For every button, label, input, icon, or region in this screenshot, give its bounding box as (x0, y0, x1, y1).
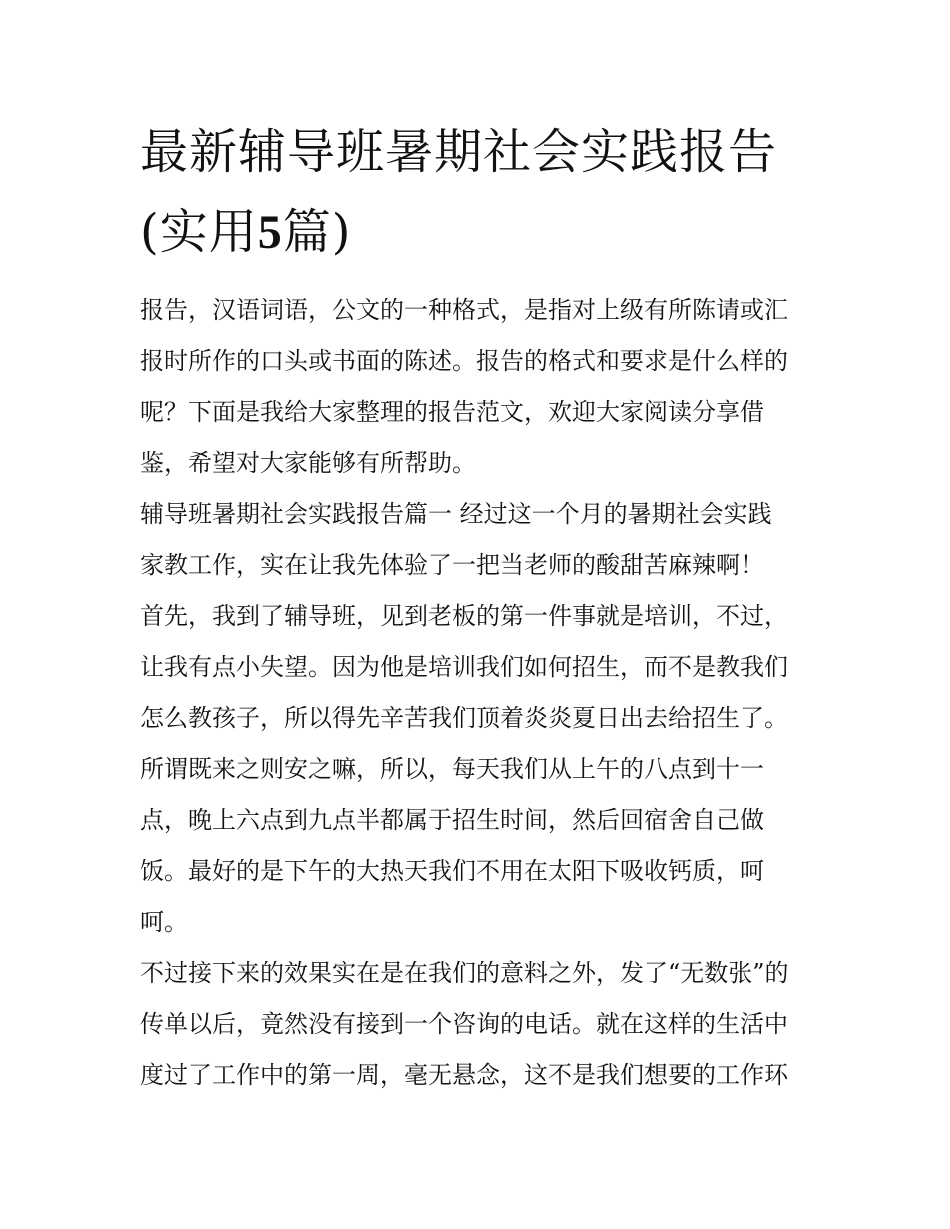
text-line: 传单以后，竟然没有接到一个咨询的电话。就在这样的生活中 (140, 1010, 788, 1038)
text-line: 所谓既来之则安之嘛，所以，每天我们从上午的八点到十一 (140, 755, 764, 783)
text-line: 呢？下面是我给大家整理的报告范文，欢迎大家阅读分享借 (140, 398, 764, 426)
text-line: 家教工作，实在让我先体验了一把当老师的酸甜苦麻辣啊！ (140, 551, 764, 579)
text-line: 怎么教孩子，所以得先辛苦我们顶着炎炎夏日出去给招生了。 (140, 704, 788, 732)
text-line: 鉴，希望对大家能够有所帮助。 (140, 449, 476, 477)
title-line-1: 最新辅导班暑期社会实践报告 (140, 124, 778, 180)
text-line: 首先，我到了辅导班，见到老板的第一件事就是培训，不过， (140, 602, 788, 630)
text-line: 辅导班暑期社会实践报告篇一 经过这一个月的暑期社会实践 (140, 500, 772, 528)
text-line: 不过接下来的效果实在是在我们的意料之外，发了“无数张”的 (140, 959, 789, 987)
title-prefix: (实用 (140, 204, 258, 260)
text-line: 让我有点小失望。因为他是培训我们如何招生，而不是教我们 (140, 653, 788, 681)
document-title (140, 112, 812, 273)
paragraph-training (140, 591, 812, 948)
paragraph-results (140, 948, 812, 1101)
paragraph-section-one (140, 489, 812, 591)
title-line-2 (140, 192, 812, 273)
text-line: 饭。最好的是下午的大热天我们不用在太阳下吸收钙质，呵 (140, 857, 764, 885)
text-line: 报时所作的口头或书面的陈述。报告的格式和要求是什么样的 (140, 347, 788, 375)
text-line: 点，晚上六点到九点半都属于招生时间，然后回宿舍自己做 (140, 806, 764, 834)
text-line: 呵。 (140, 908, 188, 936)
text-line: 度过了工作中的第一周，毫无悬念，这不是我们想要的工作环 (140, 1061, 788, 1089)
paragraph-intro (140, 285, 812, 489)
title-suffix: 篇) (282, 204, 352, 260)
document-content (140, 112, 812, 1101)
text-line: 报告，汉语词语，公文的一种格式，是指对上级有所陈请或汇 (140, 296, 788, 324)
title-number: 5 (257, 206, 283, 259)
